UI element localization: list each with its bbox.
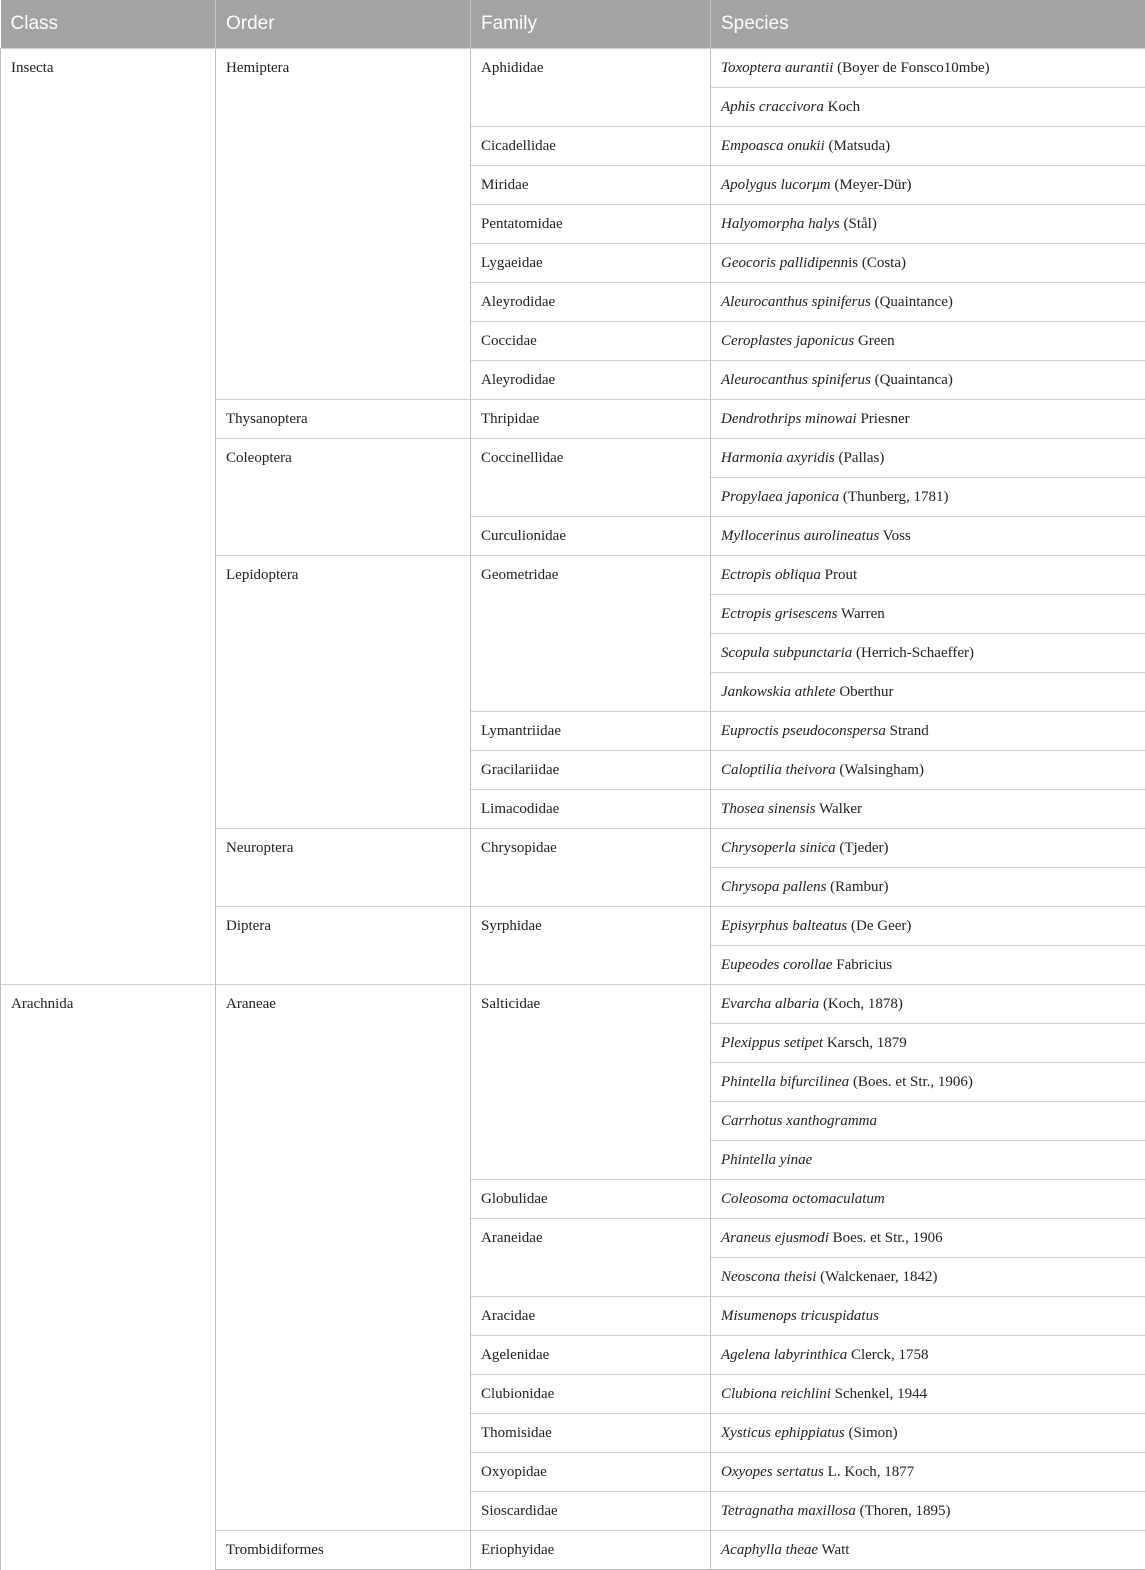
species-authority: is (Costa) — [848, 255, 906, 271]
cell-species — [711, 673, 1145, 712]
cell-species — [711, 361, 1145, 400]
cell-species — [711, 712, 1145, 751]
cell-family: Aracidae — [471, 1297, 711, 1336]
species-name: Coleosoma octomaculatum — [721, 1191, 885, 1207]
cell-species — [711, 322, 1145, 361]
cell-order: Trombidiformes — [216, 1531, 471, 1570]
cell-class: Insecta — [1, 49, 216, 985]
cell-species — [711, 517, 1145, 556]
cell-order: Coleoptera — [216, 439, 471, 556]
cell-family: Eriophyidae — [471, 1531, 711, 1570]
cell-species — [711, 907, 1145, 946]
species-name: Clubiona reichlini — [721, 1386, 831, 1402]
cell-species — [711, 751, 1145, 790]
species-name: Aleurocanthus spiniferus — [721, 294, 871, 310]
species-name: Euproctis pseudoconspersa — [721, 723, 886, 739]
species-authority: Prout — [821, 567, 857, 583]
cell-family: Pentatomidae — [471, 205, 711, 244]
cell-order: Neuroptera — [216, 829, 471, 907]
cell-family: Lygaeidae — [471, 244, 711, 283]
species-authority: (Thoren, 1895) — [856, 1503, 951, 1519]
cell-family: Curculionidae — [471, 517, 711, 556]
cell-family: Globulidae — [471, 1180, 711, 1219]
species-authority: (Quaintance) — [871, 294, 953, 310]
cell-family: Limacodidae — [471, 790, 711, 829]
species-authority: (Stål) — [840, 216, 877, 232]
cell-species — [711, 478, 1145, 517]
species-name: Tetragnatha maxillosa — [721, 1503, 856, 1519]
species-name: Scopula subpunctaria — [721, 645, 852, 661]
cell-species — [711, 166, 1145, 205]
cell-family: Clubionidae — [471, 1375, 711, 1414]
species-authority: Watt — [818, 1542, 849, 1558]
species-authority: Oberthur — [836, 684, 894, 700]
cell-species — [711, 634, 1145, 673]
cell-species — [711, 1102, 1145, 1141]
cell-order: Hemiptera — [216, 49, 471, 400]
species-authority: (Quaintanca) — [871, 372, 953, 388]
cell-family: Geometridae — [471, 556, 711, 712]
cell-order: Lepidoptera — [216, 556, 471, 829]
species-authority: Strand — [886, 723, 929, 739]
species-name: Aleurocanthus spiniferus — [721, 372, 871, 388]
cell-family: Aphididae — [471, 49, 711, 127]
cell-species — [711, 829, 1145, 868]
species-name: Harmonia axyridis — [721, 450, 835, 466]
cell-family: Thripidae — [471, 400, 711, 439]
species-authority: (Walsingham) — [836, 762, 924, 778]
species-name: Aphis craccivora — [721, 99, 824, 115]
species-name: Jankowskia athlete — [721, 684, 836, 700]
species-name: Carrhotus xanthogramma — [721, 1113, 877, 1129]
cell-species — [711, 556, 1145, 595]
cell-species — [711, 1492, 1145, 1531]
cell-family: Agelenidae — [471, 1336, 711, 1375]
species-authority: Green — [854, 333, 894, 349]
table-body — [1, 49, 1145, 1570]
species-authority: Fabricius — [833, 957, 893, 973]
species-authority: Boes. et Str., 1906 — [829, 1230, 943, 1246]
species-authority: Warren — [838, 606, 885, 622]
cell-species — [711, 1141, 1145, 1180]
species-name: Dendrothrips minowai — [721, 411, 857, 427]
species-authority: (Thunberg, 1781) — [839, 489, 948, 505]
cell-order: Araneae — [216, 985, 471, 1531]
species-authority: (Simon) — [845, 1425, 898, 1441]
cell-species — [711, 1024, 1145, 1063]
species-name: Empoasca onukii — [721, 138, 825, 154]
species-name: Myllocerinus aurolineatus — [721, 528, 879, 544]
species-name: Apolygus lucorμm — [721, 177, 831, 193]
species-authority: Walker — [816, 801, 862, 817]
species-authority: (Pallas) — [835, 450, 885, 466]
cell-family: Syrphidae — [471, 907, 711, 985]
cell-species — [711, 985, 1145, 1024]
cell-family: Aleyrodidae — [471, 283, 711, 322]
cell-family: Thomisidae — [471, 1414, 711, 1453]
species-authority: Priesner — [857, 411, 910, 427]
species-authority: L. Koch, 1877 — [824, 1464, 914, 1480]
cell-family: Coccidae — [471, 322, 711, 361]
species-authority: (Tjeder) — [836, 840, 889, 856]
cell-class: Arachnida — [1, 985, 216, 1570]
cell-family: Lymantriidae — [471, 712, 711, 751]
header-family: Family — [471, 0, 711, 49]
species-authority: Karsch, 1879 — [823, 1035, 907, 1051]
cell-species — [711, 400, 1145, 439]
species-name: Evarcha albaria — [721, 996, 819, 1012]
cell-species — [711, 205, 1145, 244]
cell-family: Coccinellidae — [471, 439, 711, 517]
cell-species — [711, 1453, 1145, 1492]
species-name: Acaphylla theae — [721, 1542, 818, 1558]
species-authority: (Herrich-Schaeffer) — [852, 645, 974, 661]
cell-order: Thysanoptera — [216, 400, 471, 439]
table-row — [1, 49, 1145, 88]
species-name: Misumenops tricuspidatus — [721, 1308, 879, 1324]
species-name: Episyrphus balteatus — [721, 918, 847, 934]
header-class: Class — [1, 0, 216, 49]
cell-family: Oxyopidae — [471, 1453, 711, 1492]
cell-species — [711, 1180, 1145, 1219]
species-name: Phintella yinae — [721, 1152, 812, 1168]
cell-species — [711, 1336, 1145, 1375]
species-name: Ectropis grisescens — [721, 606, 838, 622]
cell-species — [711, 1297, 1145, 1336]
cell-species — [711, 1414, 1145, 1453]
species-name: Phintella bifurcilinea — [721, 1074, 849, 1090]
table-row — [1, 985, 1145, 1024]
species-name: Agelena labyrinthica — [721, 1347, 847, 1363]
species-name: Caloptilia theivora — [721, 762, 836, 778]
cell-species — [711, 127, 1145, 166]
species-name: Oxyopes sertatus — [721, 1464, 824, 1480]
species-authority: Koch — [824, 99, 860, 115]
cell-species — [711, 244, 1145, 283]
cell-family: Sioscardidae — [471, 1492, 711, 1531]
cell-species — [711, 595, 1145, 634]
header-species: Species — [711, 0, 1145, 49]
species-authority: (Walckenaer, 1842) — [816, 1269, 937, 1285]
species-authority: (Rambur) — [826, 879, 888, 895]
species-name: Eupeodes corollae — [721, 957, 833, 973]
species-name: Neoscona theisi — [721, 1269, 816, 1285]
cell-species — [711, 283, 1145, 322]
cell-family: Chrysopidae — [471, 829, 711, 907]
species-name: Propylaea japonica — [721, 489, 839, 505]
cell-species — [711, 790, 1145, 829]
cell-species — [711, 49, 1145, 88]
species-authority: (De Geer) — [847, 918, 911, 934]
cell-species — [711, 1219, 1145, 1258]
species-name: Plexippus setipet — [721, 1035, 823, 1051]
species-authority: Schenkel, 1944 — [831, 1386, 927, 1402]
cell-family: Cicadellidae — [471, 127, 711, 166]
cell-species — [711, 946, 1145, 985]
header-row — [1, 0, 1145, 49]
species-authority: Clerck, 1758 — [847, 1347, 928, 1363]
species-authority: (Matsuda) — [825, 138, 890, 154]
cell-family: Araneidae — [471, 1219, 711, 1297]
cell-species — [711, 1258, 1145, 1297]
species-name: Toxoptera aurantii — [721, 60, 833, 76]
cell-family: Aleyrodidae — [471, 361, 711, 400]
cell-species — [711, 868, 1145, 907]
species-name: Chrysopa pallens — [721, 879, 826, 895]
cell-order: Diptera — [216, 907, 471, 985]
cell-species — [711, 439, 1145, 478]
species-authority: (Boes. et Str., 1906) — [849, 1074, 973, 1090]
cell-species — [711, 1063, 1145, 1102]
header-order: Order — [216, 0, 471, 49]
species-name: Thosea sinensis — [721, 801, 816, 817]
species-authority: (Boyer de Fonsco10mbe) — [833, 60, 989, 76]
species-authority: Voss — [879, 528, 911, 544]
cell-species — [711, 88, 1145, 127]
species-name: Chrysoperla sinica — [721, 840, 836, 856]
species-name: Geocoris pallidipenn — [721, 255, 848, 271]
cell-species — [711, 1531, 1145, 1570]
species-name: Xysticus ephippiatus — [721, 1425, 845, 1441]
species-name: Ectropis obliqua — [721, 567, 821, 583]
species-name: Araneus ejusmodi — [721, 1230, 829, 1246]
cell-family: Gracilariidae — [471, 751, 711, 790]
species-authority: (Koch, 1878) — [819, 996, 903, 1012]
species-authority: (Meyer-Dür) — [831, 177, 912, 193]
cell-species — [711, 1375, 1145, 1414]
cell-family: Salticidae — [471, 985, 711, 1180]
species-name: Halyomorpha halys — [721, 216, 840, 232]
species-name: Ceroplastes japonicus — [721, 333, 854, 349]
cell-family: Miridae — [471, 166, 711, 205]
